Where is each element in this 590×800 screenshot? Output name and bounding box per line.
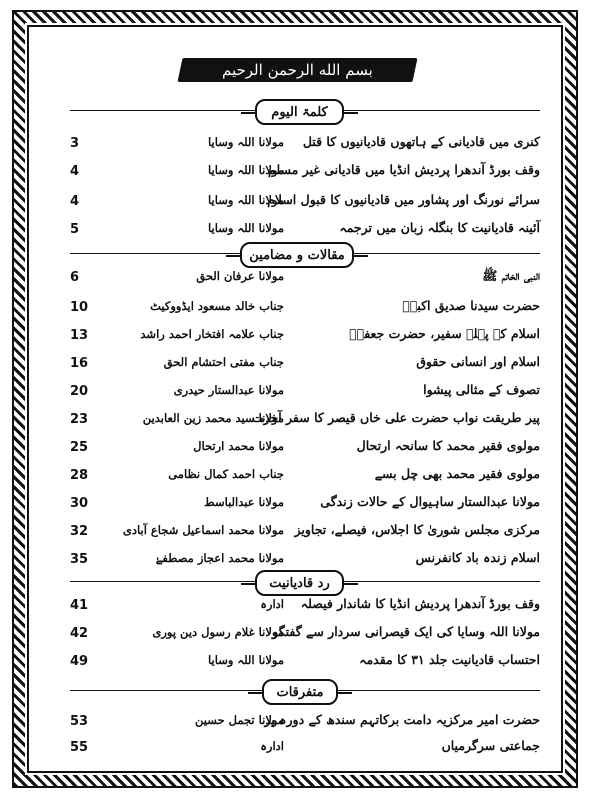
page-number: 55 — [70, 740, 89, 755]
article-title: حضرت امیر مرکزیہ دامت برکاتہم سندھ کے دورہ پر — [264, 712, 540, 727]
page-number: 13 — [70, 328, 89, 343]
page-number: 30 — [70, 496, 89, 511]
article-title: کنری میں قادیانی کے ہاتھوں قادیانیوں کا قتل — [302, 134, 540, 149]
page-number: 6 — [70, 270, 80, 285]
author-name: مولانا تجمل حسین — [195, 713, 284, 727]
author-name: مولانا عرفان الحق — [196, 269, 284, 283]
article-title: اسلام اور انسانی حقوق — [416, 354, 540, 369]
contents-row — [70, 220, 540, 244]
page-number: 32 — [70, 524, 89, 539]
contents-row — [70, 162, 540, 186]
article-title: مرکزی مجلس شوریٰ کا اجلاس، فیصلے، تجاویز — [294, 522, 540, 537]
author-name: ادارہ — [260, 739, 284, 753]
section-heading-text: کلمۃ الیوم — [271, 104, 328, 120]
author-name: جناب مفتی احتشام الحق — [163, 355, 284, 369]
contents-row — [70, 738, 540, 762]
page-number: 42 — [70, 626, 89, 641]
section-heading-text: متفرقات — [276, 684, 324, 700]
contents-row — [70, 652, 540, 676]
page-number: 10 — [70, 300, 89, 315]
bismillah-text: بسم الله الرحمن الرحیم — [222, 61, 373, 79]
contents-row — [70, 410, 540, 434]
author-name: مولانا اللہ وسایا — [207, 135, 284, 149]
author-name: مولانا سید محمد زین العابدین — [142, 411, 284, 425]
author-name: مولانا اللہ وسایا — [207, 221, 284, 235]
page-number: 23 — [70, 412, 89, 427]
contents-row — [70, 298, 540, 322]
page-number: 25 — [70, 440, 89, 455]
section-heading — [262, 679, 338, 705]
page-number: 35 — [70, 552, 89, 567]
page-number: 3 — [70, 136, 80, 151]
author-name: مولانا اللہ وسایا — [207, 163, 284, 177]
author-name: جناب خالد مسعود ایڈووکیٹ — [150, 299, 284, 313]
article-title: مولوی فقیر محمد کا سانحہ ارتحال — [356, 438, 540, 453]
contents-row — [70, 466, 540, 490]
author-name: جناب علامہ افتخار احمد راشد — [140, 327, 284, 341]
bismillah-banner — [177, 58, 417, 82]
section-heading-text: مقالات و مضامین — [249, 247, 345, 263]
section-heading-text: رد قادیانیت — [269, 575, 330, 591]
article-title: تصوف کے مثالی پیشوا — [423, 382, 540, 397]
author-name: مولانا اللہ وسایا — [207, 653, 284, 667]
section-heading — [255, 99, 344, 125]
page-number: 53 — [70, 714, 89, 729]
contents-row — [70, 134, 540, 158]
section-heading — [240, 242, 354, 268]
contents-row — [70, 624, 540, 648]
article-title: احتساب قادیانیت جلد ۳۱ کا مقدمہ — [359, 652, 540, 667]
article-title: مولانا عبدالستار ساہیوال کے حالات زندگی — [320, 494, 540, 509]
author-name: مولانا عبدالستار حیدری — [173, 383, 284, 397]
author-name: جناب احمد کمال نظامی — [168, 467, 284, 481]
article-title: مولانا اللہ وسایا کی ایک قیصرانی سردار سے گفتگو — [272, 624, 540, 639]
article-title: وقف بورڈ آندھرا پردیش انڈیا کا شاندار فیصلہ — [300, 596, 540, 611]
page-number: 4 — [70, 164, 80, 179]
page-number: 41 — [70, 598, 89, 613]
author-name: مولانا محمد اسماعیل شجاع آبادی — [122, 523, 284, 537]
article-title: پیر طریقت نواب حضرت علی خاں قیصر کا سفر آخرت — [251, 410, 540, 425]
author-name: مولانا محمد اعجاز مصطفےٰ — [155, 551, 284, 565]
article-title: آئینہ قادیانیت کا بنگلہ زبان میں ترجمہ — [339, 220, 540, 235]
contents-row — [70, 596, 540, 620]
contents-row — [70, 354, 540, 378]
contents-row — [70, 712, 540, 736]
page-number: 20 — [70, 384, 89, 399]
page-number: 16 — [70, 356, 89, 371]
article-title: حضرت سیدنا صدیق اکبرؓ — [402, 298, 540, 313]
article-title: وقف بورڈ آندھرا پردیش انڈیا میں قادیانی غیر مسلم — [268, 162, 540, 177]
article-title: اسلام زندہ باد کانفرنس — [415, 550, 540, 565]
page-number: 28 — [70, 468, 89, 483]
author-name: مولانا اللہ وسایا — [207, 193, 284, 207]
contents-row — [70, 326, 540, 350]
author-name: مولانا غلام رسول دین پوری — [152, 625, 284, 639]
contents-row — [70, 494, 540, 518]
article-title: مولوی فقیر محمد بھی چل بسے — [374, 466, 540, 481]
contents-row — [70, 192, 540, 216]
author-name: مولانا محمد ارتحال — [193, 439, 284, 453]
section-heading — [255, 570, 344, 596]
contents-row — [70, 382, 540, 406]
article-title: النبی الخاتم ﷺ — [482, 268, 540, 283]
article-title: سرائے نورنگ اور پشاور میں قادیانیوں کا قبول اسلام — [267, 192, 540, 207]
author-name: ادارہ — [260, 597, 284, 611]
page-number: 4 — [70, 194, 80, 209]
article-title: اسلام کے پہلے سفیر، حضرت جعفرؓ — [349, 326, 540, 341]
contents-row — [70, 438, 540, 462]
article-title: جماعتی سرگرمیاں — [441, 738, 540, 753]
author-name: مولانا عبدالباسط — [204, 495, 284, 509]
contents-row — [70, 522, 540, 546]
page-number: 5 — [70, 222, 80, 237]
contents-row — [70, 268, 540, 292]
page-number: 49 — [70, 654, 89, 669]
